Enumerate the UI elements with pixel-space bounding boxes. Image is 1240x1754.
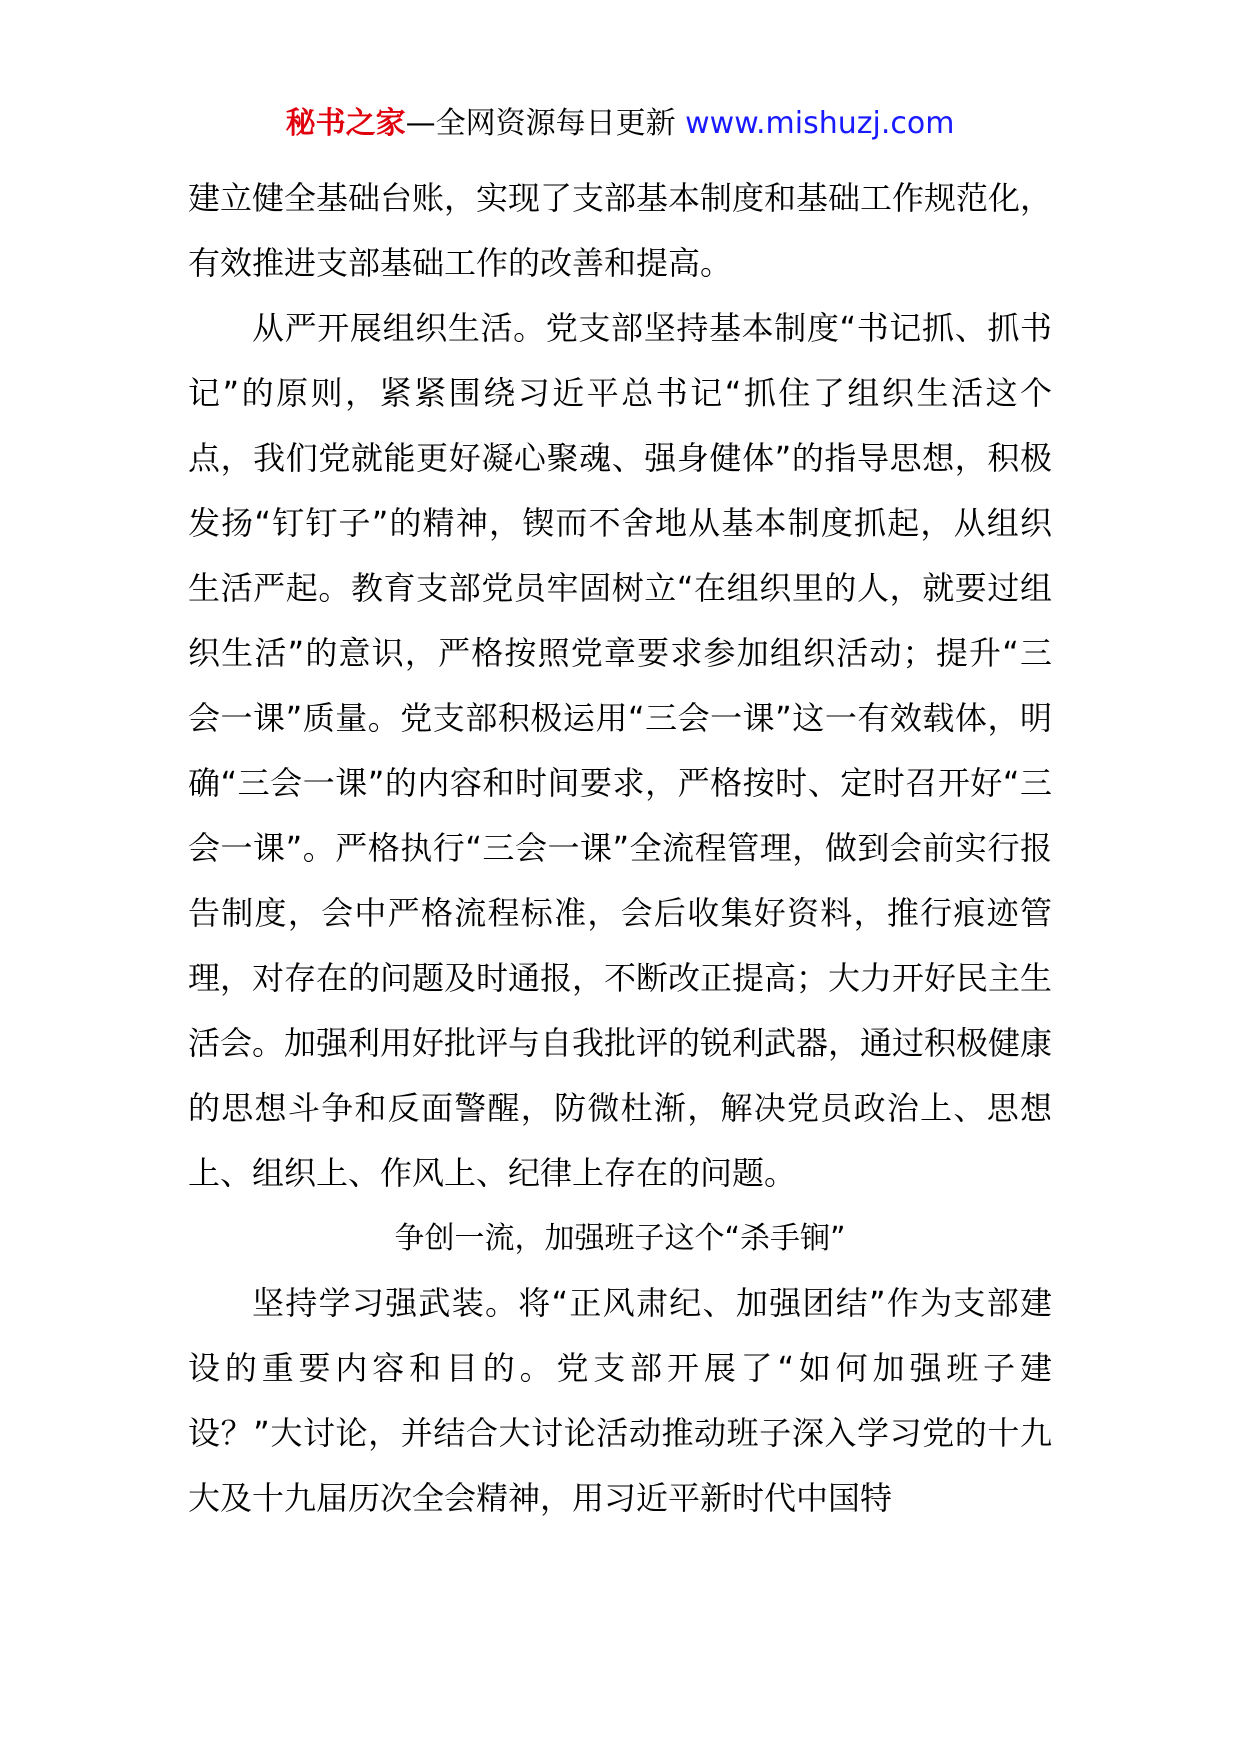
section-subheading: 争创一流，加强班子这个“杀手锏”	[394, 1221, 846, 1256]
paragraph-continued: 建立健全基础台账，实现了支部基本制度和基础工作规范化，有效推进支部基础工作的改善和提高。	[188, 179, 1053, 282]
site-tagline: —全网资源每日更新	[405, 106, 686, 141]
site-brand: 秘书之家	[285, 106, 406, 141]
paragraph-organization-life: 从严开展组织生活。党支部坚持基本制度“书记抓、抓书记”的原则，紧紧围绕习近平总书记“抓住了组织生活这个点，我们党就能更好凝心聚魂、强身健体”的指导思想，积极发扬“钉钉子”的精神，锲而不舍地从基本制度抓起，从组织生活严起。教育支部党员牢固树立“在组织里的人，就要过组织生活”的意识，严格按照党章要求参加组织活动；提升“三会一课”质量。党支部积极运用“三会一课”这一有效载体，明确“三会一课”的内容和时间要求，严格按时、定时召开好“三会一课”。严格执行“三会一课”全流程管理，做到会前实行报告制度，会中严格流程标准，会后收集好资料，推行痕迹管理，对存在的问题及时通报，不断改正提高；大力开好民主生活会。加强利用好批评与自我批评的锐利武器，通过积极健康的思想斗争和反面警醒，防微杜渐，解决党员政治上、思想上、组织上、作风上、纪律上存在的问题。	[188, 309, 1053, 1192]
site-header	[0, 102, 1240, 146]
paragraph-study: 坚持学习强武装。将“正风肃纪、加强团结”作为支部建设的重要内容和目的。党支部开展了“如何加强班子建设？”大讨论，并结合大讨论活动推动班子深入学习党的十九大及十九届历次全会精神，用习近平新时代中国特	[188, 1284, 1052, 1517]
site-url[interactable]: www.mishuzj.com	[685, 106, 955, 141]
document-body	[188, 166, 1052, 1531]
